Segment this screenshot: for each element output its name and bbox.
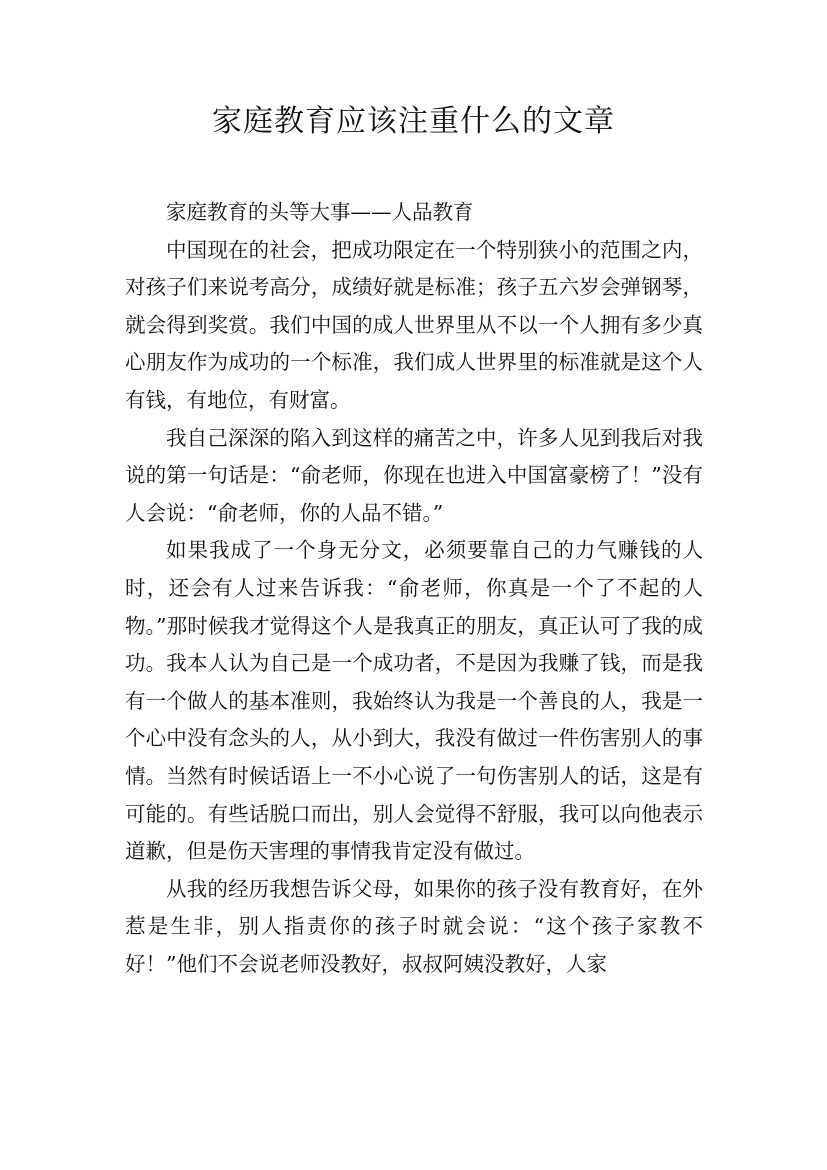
- paragraph: 中国现在的社会，把成功限定在一个特别狭小的范围之内，对孩子们来说考高分，成绩好就是标准；孩子五六岁会弹钢琴，就会得到奖赏。我们中国的成人世界里从不以一个人拥有多少真心朋友作为成功的一个标准，我们成人世界里的标准就是这个人有钱，有地位，有财富。: [125, 237, 703, 412]
- paragraph: 如果我成了一个身无分文，必须要靠自己的力气赚钱的人时，还会有人过来告诉我：“俞老师，你真是一个了不起的人物。”那时候我才觉得这个人是我真正的朋友，真正认可了我的成功。我本人认为自己是一个成功者，不是因为我赚了钱，而是我有一个做人的基本准则，我始终认为我是一个善良的人，我是一个心中没有念头的人，从小到大，我没有做过一件伤害别人的事情。当然有时候话语上一不小心说了一句伤害别人的话，这是有可能的。有些话脱口而出，别人会觉得不舒服，我可以向他表示道歉，但是伤天害理的事情我肯定没有做过。: [125, 538, 703, 864]
- document-title: 家庭教育应该注重什么的文章: [212, 104, 615, 139]
- paragraph: 从我的经历我想告诉父母，如果你的孩子没有教育好，在外惹是生非，别人指责你的孩子时就会说：“这个孩子家教不好！”他们不会说老师没教好，叔叔阿姨没教好，人家: [125, 876, 703, 976]
- paragraph-subtitle: 家庭教育的头等大事——人品教育: [166, 200, 474, 224]
- paragraph: 我自己深深的陷入到这样的痛苦之中，许多人见到我后对我说的第一句话是：“俞老师，你现在也进入中国富豪榜了！”没有人会说：“俞老师，你的人品不错。”: [125, 425, 703, 525]
- document-body: [125, 194, 703, 983]
